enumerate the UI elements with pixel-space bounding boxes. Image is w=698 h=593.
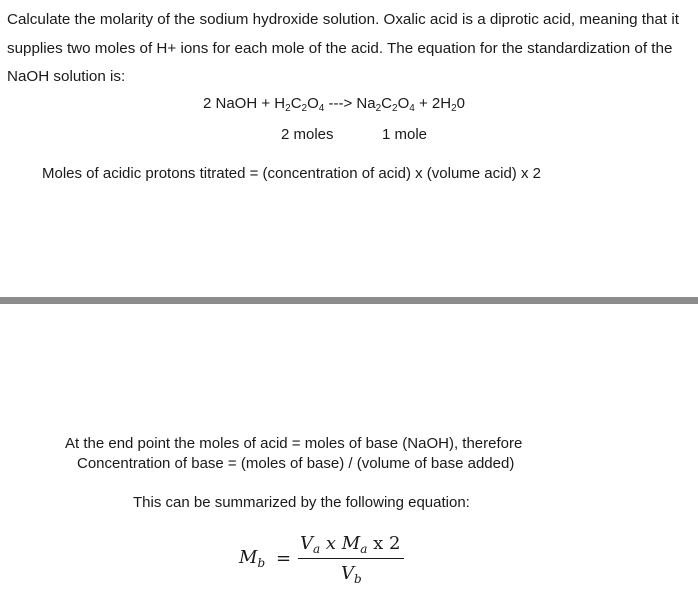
endpoint-line: At the end point the moles of acid = moles of base (NaOH), therefore [65, 435, 523, 452]
protons-titrated-line: Moles of acidic protons titrated = (concentration of acid) x (volume acid) x 2 [42, 165, 541, 182]
chemical-equation: 2 NaOH + $H_2C_2O_4$ ---> $Na_2C_2O_4 + 2H_20$ [203, 95, 465, 114]
moles-oxalic-label: 1 mole [382, 126, 428, 143]
formula-equals: = [276, 548, 292, 569]
moles-naoh-label: 2 moles [281, 126, 334, 143]
section-divider [0, 297, 698, 304]
summary-line: This can be summarized by the following equation: [133, 494, 470, 511]
intro-paragraph: Calculate the molarity of the sodium hydroxide solution. Oxalic acid is a diprotic acid, meaning that it supplies two moles of H+ ions for each mole of the acid. The equation for the standardization of the NaOH solution is: [7, 11, 679, 85]
equation-reactants: 2 NaOH + H [203, 95, 286, 112]
formula-lhs: $M_b$ [239, 547, 266, 570]
formula-numerator: $V_a$ x $M_a$ x 2 [300, 533, 401, 556]
fraction-bar [298, 558, 404, 559]
concentration-line: Concentration of base = (moles of base) / (volume of base added) [77, 455, 515, 472]
equation-arrow: ---> Na [324, 95, 376, 112]
formula-denominator: $V_b$ [341, 563, 362, 586]
